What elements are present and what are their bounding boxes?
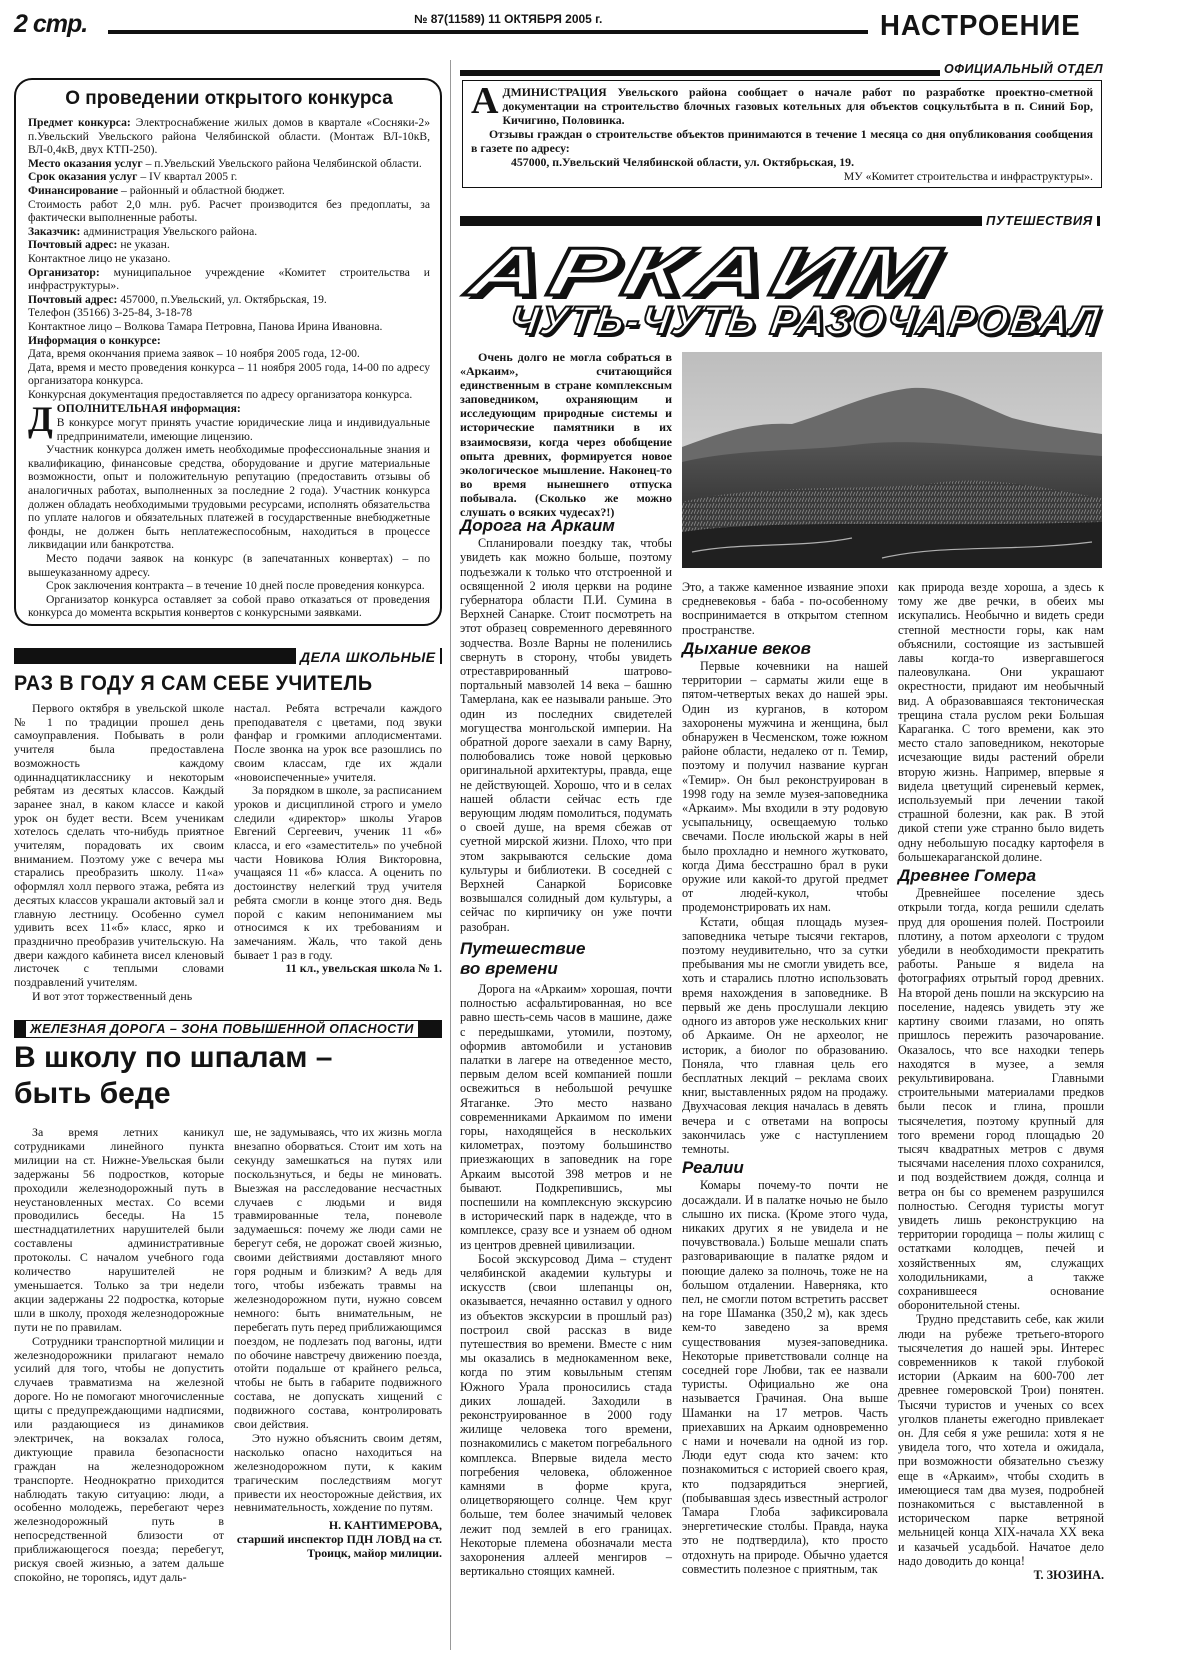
tender-line xyxy=(28,361,430,388)
tender-line-label: Место оказания услуг xyxy=(28,156,143,170)
railway-paragraph: Сотрудники транспортной милиции и железнодорожники прилагают немало усилий для того, чтобы не допустить случаев травматизма на железной дороге. Но не помогают многочисленные щиты с предупреждающими надписями, или раздающиеся из динамиков электричек, на вокзалах голоса, диктующие правила безопасности граждан на железнодорожном транспорте. Неоднократно приходится наблюдать такую ситуацию: люди, а особенно молодежь, перебегают через железнодорожный путь в непосредственной близости от приближающегося поезда; перебегут, рискуя своей жизнью, а затем дальше спокойно, не торопясь, идут даль- xyxy=(14,1333,224,1584)
heading-ancient: Древнее Гомера xyxy=(898,866,1037,886)
travel-col-1 xyxy=(460,514,672,1578)
tender-line-text: Контактное лицо – Волкова Тамара Петровна, Панова Ирина Ивановна. xyxy=(28,319,383,333)
tender-paragraph: Организатор конкурса оставляет за собой право отказаться от проведения конкурса до момента вскрытия конвертов с конкурсными заявками. xyxy=(28,592,430,620)
tender-line-label: Информация о конкурсе: xyxy=(28,333,161,347)
railway-col-2 xyxy=(234,1126,442,1561)
tender-line-label: Организатор: xyxy=(28,265,100,279)
tender-line xyxy=(28,225,430,239)
tender-box xyxy=(14,78,442,626)
tender-line xyxy=(28,388,430,402)
right-intro: как природа везде хороша, а здесь к тому же две речки, в обеих мы искупались. Необычно и видеть среди степной местности горы, как нам объяснили, состоящие из застывшей лавы когда-то извергавшегося палеовулкана. Они украшают окрестности, придают им необычный вид. А образовавшаяся тектоническая трещина стала руслом реки Большая Караганка. С того времени, как это место стало заповедником, некоторые исчезающие виды растений обрели вторую жизнь. Например, впервые я видела цветущий сиреневый кермек, используемый при лечении такой страшной болезни, как рак. В этой дикой степи уже странно было видеть одну небольшую посадку картофеля в большекараганской долине. xyxy=(898,580,1104,864)
official-rubric: ОФИЦИАЛЬНЫЙ ОТДЕЛ xyxy=(940,62,1107,76)
ancient-paragraph: Трудно представить себе, как жили люди на рубеже третьего-второго тысячелетия до нашей эры. Интерес современников к такой глубокой истории (Аркаим на 600-700 лет древнее гомеровской Трои) понятен. Тысячи туристов и ученых со всех уголков планеты ежегодно привлекает он. Для себя я уже решила: хотя я не увидела того, что хотела и ожидала, при возможности обязательно съезжу еще в «Аркаим», чтобы сходить в имеющиеся там два музея, подробней познакомиться с выставленной в историческом парке ветряной мельницей конца XIX-начала XX века и казачьей усадьбой. Начатое дело надо доводить до конца! xyxy=(898,1312,1104,1568)
travel-title-1: АРКАИМ xyxy=(461,234,951,310)
railway-title-1: В школу по шпалам – xyxy=(14,1041,333,1074)
breath-paragraph: Кстати, общая площадь музея-заповедника четыре тысячи гектаров, поэтому неудивительно, что за сутки пребывания мы не смогли увидеть все, хоть и старались плотно использовать время нахождения в заповеднике. В первый же день прослушали лекцию одного из авторов уже нескольких книг об Аркаиме. Он не археолог, не историк, а биолог по образованию. Поняла, что главная цель его бесплатных лекций – реклама своих книг, выставленных рядом на продажу. Двухчасовая лекция началась в девять вечера и с ответами на вопросы закончилась уже с наступлением темноты. xyxy=(682,914,888,1156)
extra-text: В конкурсе могут принять участие юридические лица и индивидуальные предприниматели, имеющие лицензию. xyxy=(56,416,430,443)
tender-line-text: Телефон (35166) 3-25-84, 3-18-78 xyxy=(28,306,193,320)
issue-line: № 87(11589) 11 ОКТЯБРЯ 2005 г. xyxy=(410,12,606,26)
breath-paragraph: Первые кочевники на нашей территории – сарматы жили еще в пятом-четвертых веках до нашей эры. Один из курганов, в котором захоронены мужчина и женщина, был обнаружен в Чесменском, тоже южном районе области, недалеко от п. Темир, поэтому и получил название курган «Темир». Он был реконструирован в 1998 году на земле музея-заповедника «Аркаим». Мы входили в эту родовую усыпальницу, освещаемую только свечами. После июльской жары в ней было прохладно и немного жутковато, когда Дима бесстрашно брал в руки оружие или какой-то другой предмет от людей-кукол, чтобы продемонстрировать их нам. xyxy=(682,659,888,915)
travel-col-2 xyxy=(682,580,888,1576)
tender-line-text: муниципальное учреждение «Комитет строительства и инфраструктуры». xyxy=(28,265,430,293)
school-title: РАЗ В ГОДУ Я САМ СЕБЕ УЧИТЕЛЬ xyxy=(14,672,373,695)
school-paragraph: Первого октября в увельской школе № 1 по традиции прошел день самоуправления. Побывать в роли учителя была предоставлена возможность каждому одиннадцатикласснику и некоторым ребятам из десятых классов. Каждый заранее знал, в каком классе и какой урок он будет вести. Всем ученикам хотелось сделать что-нибудь приятное учителям, порадовать их своим вниманием. Поэтому уже с вечера мы старались преобразить школу. 11«а» оформлял холл первого этажа, ребята из десятых классов украшали актовый зал и главную лестницу. Особенно сумел удивить всех 11«б» класс, ярко и празднично преобразив учительскую. На двери каждого кабинета висел кленовый листочек с теплыми словами поздравлений учителям. xyxy=(14,701,224,990)
tender-line-label: Почтовый адрес: xyxy=(28,238,118,252)
tender-line-text: Контактное лицо не указано. xyxy=(28,251,171,265)
tender-paragraph: Срок заключения контракта – в течение 10 дней после проведения конкурса. xyxy=(46,579,425,593)
tender-lines xyxy=(28,116,430,401)
tender-line xyxy=(28,347,430,361)
school-signature: 11 кл., увельская школа № 1. xyxy=(285,961,442,976)
tender-line xyxy=(28,184,430,198)
tender-line-text: Дата, время окончания приема заявок – 10 ноября 2005 года, 12-00. xyxy=(28,347,360,361)
railway-paragraph: Это нужно объяснить своим детям, насколько опасно находиться на железнодорожном пути, к каким трагическим последствиям могут привести их неосторожные действия, их невнимательность, хождение по путям. xyxy=(234,1430,442,1515)
tender-line xyxy=(28,320,430,334)
tender-line-text: не указан. xyxy=(120,238,170,252)
arkaim-photo xyxy=(682,352,1102,568)
notice-dropcap: А xyxy=(471,80,499,122)
arkaim-landscape-image xyxy=(682,352,1102,568)
travel-rubric: ПУТЕШЕСТВИЯ xyxy=(982,213,1097,228)
school-paragraph: За порядком в школе, за расписанием уроков и дисциплиной строго и умело следили «директор» школы Угаров Евгений Сергеевич, ученик 11 «б» класса, и его «заместитель» по учебной части Новикова Юлия Викторовна, учащаяся 11 «б» класса. А оценить по достоинству нелегкий труд учителя ребята смогли в конце этого дня. Ведь порой с каким непониманием мы относимся к их требованиям и замечаниям. Жаль, что такой день бывает 1 раз в году. xyxy=(234,783,442,962)
tender-line-text: администрация Увельского района. xyxy=(83,224,258,238)
heading-road: Дорога на Аркаим xyxy=(460,516,615,535)
tender-line xyxy=(28,266,430,293)
time-paragraph: Босой экскурсовод Дима – студент челябинской академии культуры и искусств (свои шлепанцы он, оказывается, нечаянно оставил у одного из объектов экскурсии в прошлый раз) построил свой рассказ в виде путешествия во времени. Вместе с ним мы оказались в меднокаменном веке, когда по этим ковыльным степям Южного Урала проносились стада диких лошадей. Заходили в реконструированное в 2000 году жилище человека того времени, познакомились с макетом погребального комплекса. Впервые видела место погребения человека, обложенное камнями в форме круга, олицетворяющего солнце. Чем круг больше, тем более значимый человек лежит под землей в его границах. Некоторые племена обозначали места захоронения аллеей менгиров – вертикально стоящих камней. xyxy=(460,1251,672,1579)
notice-lead: ДМИНИСТРАЦИЯ xyxy=(502,85,607,99)
school-col-2 xyxy=(234,702,442,976)
tender-line-text: – районный и областной бюджет. xyxy=(121,183,285,197)
school-rubric: ДЕЛА ШКОЛЬНЫЕ xyxy=(296,648,440,666)
travel-lead: Очень долго не могла собраться в «Аркаим», считающийся единственным в стране комплексным заповедником, охраняющим и исследующим природные системы и исторические памятники в их взаимосвязи, когда через обобщение опыта древних, формируется новое экологическое мышление. Наконец-то во время нынешнего отпуска побывала. (Сколько же можно слушать о всяких чудесах?!) xyxy=(460,350,672,520)
tender-title: О проведении открытого конкурса xyxy=(65,88,393,109)
notice-p2: Отзывы граждан о строительстве объектов принимаются в течение 1 месяца со дня опубликования сообщения в газете по адресу: xyxy=(471,127,1093,155)
page-number: 2 стр. xyxy=(14,10,88,38)
tender-line xyxy=(28,293,430,307)
tender-line-label: Почтовый адрес: xyxy=(28,292,118,306)
travel-col-3 xyxy=(898,580,1104,1582)
school-paragraph: настал. Ребята встречали каждого преподавателя с цветами, под звуки фанфар и громкими аплодисментами. После звонка на урок все разошлись по своим классам, где их ждали «новоиспеченные» учителя. xyxy=(234,701,442,784)
railway-signature-name: Н. КАНТИМЕРОВА, xyxy=(328,1518,442,1533)
travel-title-2: ЧУТЬ-ЧУТЬ РАЗОЧАРОВАЛ xyxy=(506,299,1104,343)
tender-line xyxy=(28,252,430,266)
tender-line-text: Дата, время и место проведения конкурса – 11 ноября 2005 года, 14-00 по адресу организатора конкурса. xyxy=(28,360,430,388)
road-paragraph: Спланировали поездку так, чтобы увидеть как можно больше, поэтому подъезжали к только что отстроенной и освященной 2 июля церкви на родине губернатора области П.И. Сумина в Верхней Санарке. Стоит посмотреть на этот образец современного деревянного зодчества. Возле Варны не поленились свернуть в сторону, чтобы увидеть отреставрированный шатрово-портальный мавзолей 14 века – башню Тамерлана, как ее называли раньше. Это один из последних свидетелей могущества монгольской империи. На обратной дороге заехали в саму Варну, полюбовались тоже новой церковью оригинальной архитектуры, правда, еще не действующей. Хорошо, что и в селах нашей области сейчас есть где верующим людям помолиться, подумать о своей душе, на время сбежав от суетной мирской жизни. Плохо, что при этом закрываются сельские дома культуры и библиотеки. В соседней с Верхней Санаркой Борисовке возвышался солидный дом культуры, а сейчас по кирпичику он уже почти разобран. xyxy=(460,536,672,934)
time-paragraph: Дорога на «Аркаим» хорошая, почти полностью асфальтированная, но все равно шесть-семь часов в машине, даже с передышками, утомили, поэтому, оформив автомобили и установив палатки в лагере на отведенное место, первым делом всей компанией пошли освежиться в небольшой речушке Ятаганке. Это место названо современниками Аркаимом по имени горы, находящейся в нескольких километрах, поэтому большинство приезжающих в заповедник на горе Аркаим высотой 398 метров и не бывают. Подкрепившись, мы поспешили на комплексную экскурсию в исторический парк в надежде, что в комплексе, сразу все и узнаем об одном из центров древней цивилизации. xyxy=(460,981,672,1252)
tender-extra xyxy=(28,399,430,443)
tender-line-text: Электроснабжение жилых домов в квартале «Сосняки-2» п.Увельский Увельского района Челябинской области. (Монтаж ВЛ-10кВ, ВЛ-0,4кВ, двух КТП-250). xyxy=(28,116,431,157)
tender-line-text: Конкурсная документация предоставляется по адресу организатора конкурса. xyxy=(28,387,413,401)
tender-line-label: Финансирование xyxy=(28,183,119,197)
tender-line xyxy=(28,306,430,320)
tender-paragraph: Участник конкурса должен иметь необходимые профессиональные знания и квалификацию, финансовые средства, оборудование и другие материальные возможности, опыт и положительную репутацию (предоставить отзывы об аналогичных работах, выполненных за последние 2 года). Участник конкурса должен обладать необходимыми трудовыми ресурсами, исполнять обязательства по уплате налогов и обязательных платежей в государственные внебюджетные фонды, не должен быть неплатежеспособным, находиться в процессе ликвидации или банкротства. xyxy=(28,443,430,552)
tender-line-text: 457000, п.Увельский, ул. Октябрьская, 19. xyxy=(120,292,327,306)
extra-lead: ОПОЛНИТЕЛЬНАЯ информация: xyxy=(56,402,241,416)
railway-title-2: быть беде xyxy=(14,1077,171,1110)
newspaper-name: НАСТРОЕНИЕ xyxy=(880,10,1081,42)
masthead-rule xyxy=(108,30,868,34)
notice-address: 457000, п.Увельский Челябинской области, ул. Октябрьская, 19. xyxy=(511,155,855,169)
real-paragraph: Комары почему-то почти не досаждали. И в палатке ночью не было слышно их писка. (Кроме этого чуда, никаких других я не увидела и не почувствовала.) Больше мешали спать разговаривающие в палатке рядом и поющие далеко за полночь, тоже не на большом отдалении. Наверняка, кто пел, не смогли потом встретить рассвет на горе Шаманка (350,2 м), как здесь кем-то заведено за время существования музея-заповедника. Некоторые приветствовали солнце на соседней горе Любви, так ее назвали туристы. Официально же она называется Грачиная. Она выше Шаманки на 17 метров. Часть приехавших на Аркаим одновременно с нами и ночевали на одной из гор. Люди едут сюда кто зачем: кто познакомиться с историей своего края, кто подзарядиться энергией, (побывавшая здесь известный астролог Тамара Глоба зафиксировала энергетические столбы. Правда, наука это не подтвердила), кто просто отдохнуть на природе. Обычно удается совместить полезное с приятным, так xyxy=(682,1178,888,1576)
tender-line-text: – IV квартал 2005 г. xyxy=(140,170,238,184)
railway-signature-role: старший инспектор ПДН ЛОВД на ст. Троицк, майор милиции. xyxy=(236,1532,442,1561)
column-divider xyxy=(450,60,451,1650)
tender-line xyxy=(28,198,430,225)
heading-time: Путешествие во времени xyxy=(460,938,586,978)
tender-line-text: – п.Увельский Увельского района Челябинской области. xyxy=(145,156,422,170)
heading-real: Реалии xyxy=(682,1158,744,1178)
school-col-1 xyxy=(14,702,224,1003)
railway-rubric: ЖЕЛЕЗНАЯ ДОРОГА – ЗОНА ПОВЫШЕННОЙ ОПАСНОСТИ xyxy=(26,1021,418,1037)
tender-line xyxy=(28,157,430,171)
tender-line-label: Заказчик: xyxy=(28,224,81,238)
mid-intro: Это, а также каменное изваяние эпохи средневековья - баба - по-особенному воспринимается в открытом степном пространстве. xyxy=(682,580,888,637)
ancient-paragraph: Древнейшее поселение здесь открыли тогда, когда решили сделать пруд для орошения полей. Построили плотину, а потом археологи с трудом убедили в необходимости прекратить работы. Раньше я видела на фотографиях отрытый город древних. На второй день пошли на экскурсию на поселение, надеясь увидеть эту же картину своими глазами, но опять пришлось пережить разочарование. Оказалось, что все находки теперь находятся в музее, а земля рекультивирована. Главными строительными материалами предков были песок и глина, прошли тысячелетия, поэтому крупный для того времени город площадью 20 тысяч квадратных метров с двумя тысячами населения плохо сохранился, и под воздействием дождя, солнца и ветра он бы со временем разрушился полностью. Сегодня туристы могут увидеть лишь реконструкцию на территории городища – полы жилищ с остатками колодцев, печей и хозяйственных ям, служащих холодильниками, а также сохранившееся основание оборонительной стены. xyxy=(898,886,1104,1313)
travel-signature: Т. ЗЮЗИНА. xyxy=(1033,1568,1104,1583)
tender-line-label: Предмет конкурса: xyxy=(28,116,131,129)
tender-paragraphs xyxy=(28,443,430,620)
tender-line xyxy=(28,116,430,157)
notice-sign: МУ «Комитет строительства и инфраструктуры». xyxy=(843,169,1093,183)
railway-paragraph: ше, не задумываясь, что их жизнь могла внезапно оборваться. Стоит им хоть на секунду замешкаться на путях или поскользнуться, и беды не миновать. Выезжая на расследование несчастных случаев с людьми и видя травмированные тела, поневоле задумаешься: почему же люди сами не берегут себя, не дорожат своей жизнью, своими действиями доставляют много горя родным и близким? А ведь для того, чтобы избежать травмы на железнодорожном пути, нужно совсем немного: быть внимательным, не перебегать путь перед приближающимся поездом, не подлезать под вагоны, идти по обочине навстречу движению поезда, отойти подальше от крайнего рельса, чтобы не быть в габарите подвижного состава, не допускать хищений с подвижного состава, контролировать свои действия. xyxy=(234,1125,442,1432)
railway-paragraph: За время летних каникул сотрудниками линейного пункта милиции на ст. Нижне-Увельская были задержаны 56 подростков, которые проходили железнодорожный путь в неустановленных местах. Со всеми проводились беседы. На 15 шестнадцатилетних нарушителей были составлены административные протоколы. С началом учебного года количество нарушителей не уменьшается. Только за три недели акции задержаны 22 подростка, которые шли в школу, проходя железнодорожные пути не по правилам. xyxy=(14,1125,224,1334)
heading-breath: Дыхание веков xyxy=(682,638,811,658)
tender-line xyxy=(28,238,430,252)
railway-col-1 xyxy=(14,1126,224,1585)
tender-line xyxy=(28,170,430,184)
tender-line-text: Стоимость работ 2,0 млн. руб. Расчет производится без предоплаты, за фактически выполненные работы. xyxy=(28,197,430,225)
school-paragraph: И вот этот торжественный день xyxy=(32,988,193,1003)
tender-line xyxy=(28,334,430,348)
tender-paragraph: Место подачи заявок на конкурс (в запечатанных конвертах) – по вышеуказанному адресу. xyxy=(28,552,430,579)
tender-line-label: Срок оказания услуг xyxy=(28,170,138,184)
official-notice xyxy=(462,80,1102,188)
notice-body: Увельского района сообщает о начале работ по разработке проектно-сметной документации на строительство блочных газовых котельных для объектов соцкультбыта в п. Синий Бор, Кичигино, Половинка. xyxy=(502,85,1093,127)
extra-dropcap: Д xyxy=(28,399,53,440)
